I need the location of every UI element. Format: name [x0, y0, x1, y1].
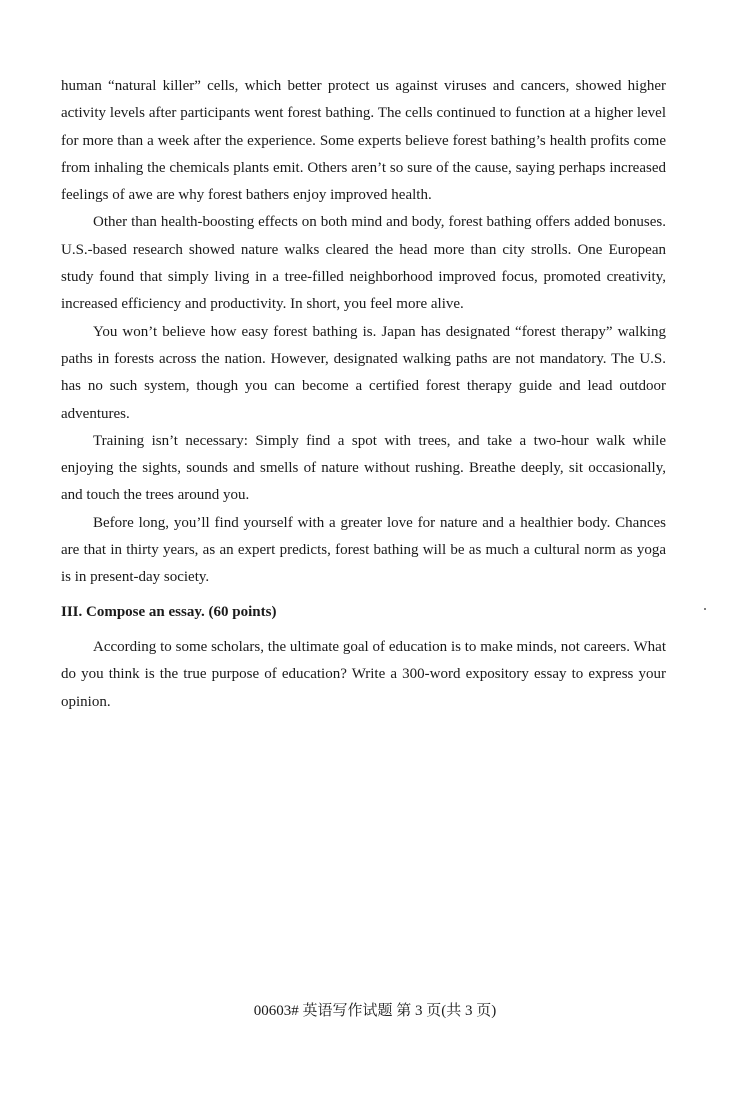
scan-speck	[704, 608, 706, 610]
exam-page	[61, 73, 666, 716]
passage-paragraph-4: Training isn’t necessary: Simply find a spot with trees, and take a two-hour walk while enjoying the sights, sounds and smells of nature without rushing. Breathe deeply, sit occasionally, and touch the trees around you.	[61, 432, 666, 504]
page-footer	[0, 1001, 750, 1021]
footer-text: 00603# 英语写作试题 第 3 页(共 3 页)	[253, 1003, 497, 1019]
passage-paragraph-1: human “natural killer” cells, which better protect us against viruses and cancers, showed higher activity levels after participants went forest bathing. The cells continued to function at a higher level for more than a week after the experience. Some experts believe forest bathing’s health profits come from inhaling the chemicals plants emit. Others aren’t so sure of the cause, saying perhaps increased feelings of awe are why forest bathers enjoy improved health.	[61, 78, 666, 204]
passage-paragraph-2: Other than health-boosting effects on both mind and body, forest bathing offers added bonuses. U.S.-based research showed nature walks cleared the head more than city strolls. One European study found that simply living in a tree-filled neighborhood improved focus, promoted creativity, increased efficiency and productivity. In short, you feel more alive.	[61, 214, 666, 313]
essay-prompt: According to some scholars, the ultimate goal of education is to make minds, not careers. What do you think is the true purpose of education? Write a 300-word expository essay to express your opinion.	[61, 638, 666, 710]
passage-paragraph-3: You won’t believe how easy forest bathing is. Japan has designated “forest therapy” walking paths in forests across the nation. However, designated walking paths are not mandatory. The U.S. has no such system, though you can become a certified forest therapy guide and lead outdoor adventures.	[61, 323, 666, 422]
section-heading-essay: III. Compose an essay. (60 points)	[61, 603, 277, 620]
passage-paragraph-5: Before long, you’ll find yourself with a greater love for nature and a healthier body. Chances are that in thirty years, as an expert predicts, forest bathing will be as much a cultural norm as yoga is in present-day society.	[61, 514, 666, 586]
